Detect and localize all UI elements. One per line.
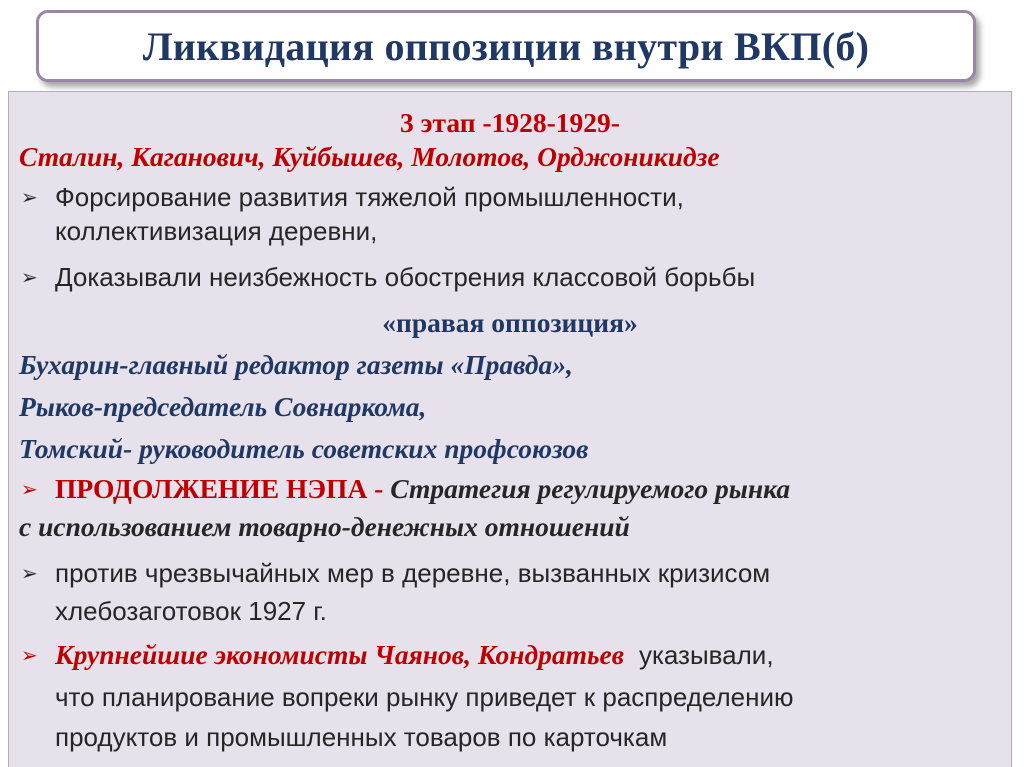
nep-strategy-continuation: с использованием товарно-денежных отношений — [19, 511, 630, 542]
economists-text-continuation: продуктов и промышленных товаров по карточкам — [55, 722, 668, 752]
slide-title: Ликвидация оппозиции внутри ВКП(б) — [142, 23, 870, 69]
stage-leaders: Сталин, Каганович, Куйбышев, Молотов, Орджоникидзе — [19, 141, 720, 172]
arrow-bullet-icon: ➢ — [21, 561, 38, 585]
arrow-bullet-icon: ➢ — [21, 185, 38, 209]
opposition-heading: «правая оппозиция» — [382, 307, 638, 338]
opposition-member: Бухарин-главный редактор газеты «Правда», — [19, 349, 573, 380]
arrow-bullet-icon: ➢ — [21, 477, 38, 501]
stage-heading: 3 этап -1928-1929- — [400, 107, 620, 138]
title-box — [36, 10, 976, 82]
economists-text-continuation: что планирование вопреки рынку приведет к распределению — [55, 682, 794, 712]
opposition-member: Томский- руководитель советских профсоюзов — [19, 433, 589, 464]
bullet-item: ➢ против чрезвычайных мер в деревне, вызванных кризисом — [21, 558, 771, 588]
nep-bullet — [21, 472, 790, 506]
nep-strategy: Стратегия регулируемого рынка — [390, 473, 791, 504]
nep-label: ПРОДОЛЖЕНИЕ НЭПА - — [55, 473, 384, 504]
economists-bullet — [21, 638, 774, 672]
arrow-bullet-icon: ➢ — [21, 643, 38, 667]
bullet-item-continuation: хлебозаготовок 1927 г. — [55, 596, 327, 626]
economists-names: Крупнейшие экономисты Чаянов, Кондратьев — [55, 639, 625, 670]
bullet-item: ➢ Доказывали неизбежность обострения классовой борьбы — [21, 262, 756, 292]
bullet-item: ➢ Форсирование развития тяжелой промышленности, — [21, 182, 684, 212]
arrow-bullet-icon: ➢ — [21, 265, 38, 289]
content-panel — [8, 91, 1012, 767]
economists-text: указывали, — [638, 640, 774, 670]
bullet-item-continuation: коллективизация деревни, — [55, 216, 378, 246]
opposition-member: Рыков-председатель Совнаркома, — [19, 391, 427, 422]
